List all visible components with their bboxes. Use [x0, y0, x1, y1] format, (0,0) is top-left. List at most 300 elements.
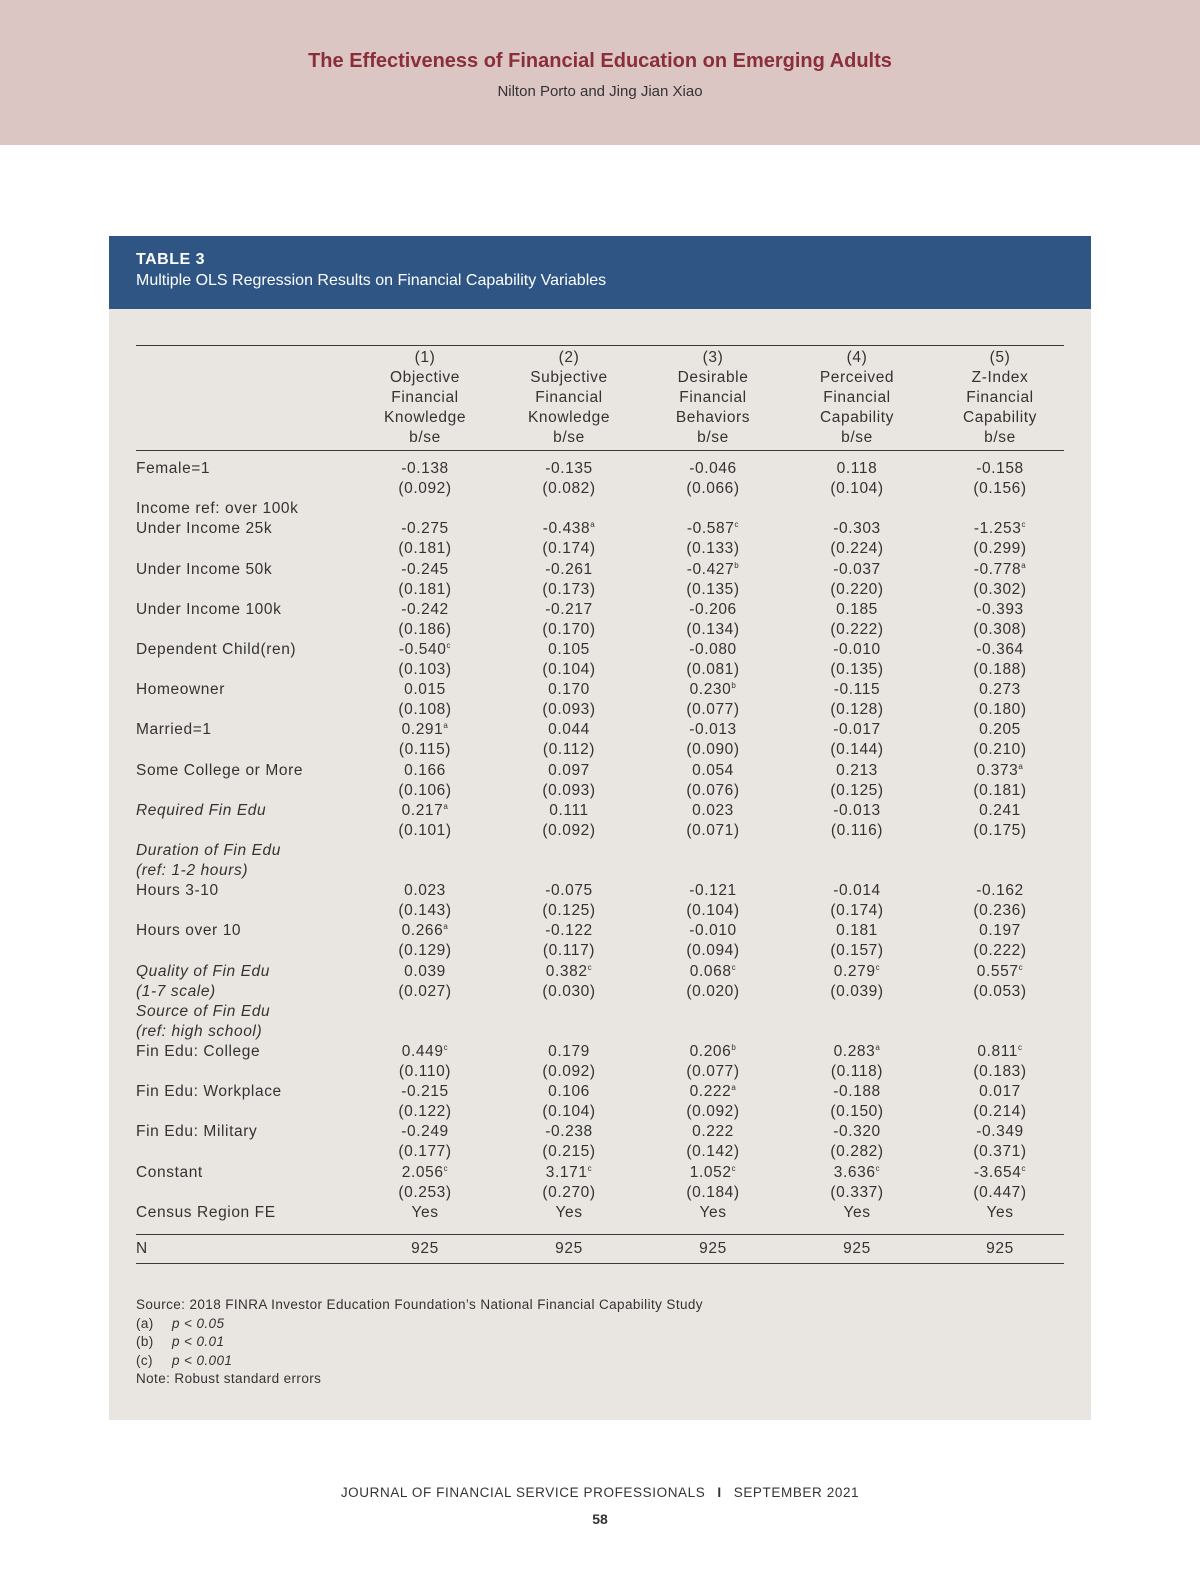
column-header-line: (3): [702, 349, 724, 366]
column-header-line: (4): [846, 349, 868, 366]
row-label: Under Income 50k: [136, 560, 273, 578]
table-cell: -0.438$^a$: [542, 520, 596, 538]
table-cell: (0.106): [398, 781, 452, 799]
column-header-4: [787, 348, 927, 448]
table-row: [136, 962, 1064, 982]
row-label: Dependent Child(ren): [136, 640, 297, 658]
table-cell: 925: [986, 1240, 1014, 1257]
column-header-line: Financial: [535, 389, 603, 406]
table-cell: -0.587$^c$: [686, 520, 740, 538]
column-header-line: Capability: [819, 409, 895, 426]
row-label: Under Income 25k: [136, 520, 273, 538]
footer-separator: I: [717, 1485, 722, 1500]
table-cell: (0.270): [542, 1183, 596, 1201]
significance-mark: c: [731, 962, 737, 972]
table-row: [136, 479, 1064, 499]
table-cell: (0.092): [542, 1063, 596, 1080]
table-cell: 0.097: [548, 761, 590, 779]
table-cell: (0.115): [398, 741, 452, 759]
table-row: [136, 680, 1064, 700]
table-cell: (0.090): [686, 741, 740, 759]
table-cell: (0.215): [542, 1143, 596, 1161]
column-header-line: Behaviors: [675, 409, 751, 426]
table-cell: -0.364: [976, 640, 1024, 658]
column-header-line: Knowledge: [383, 409, 467, 426]
table-cell: -0.138: [401, 460, 449, 477]
table-cell: 0.273: [979, 681, 1021, 699]
table-cell: 0.279$^c$: [833, 962, 881, 980]
significance-mark: a: [443, 922, 449, 932]
column-header-line: Objective: [389, 369, 460, 386]
table-row: [136, 600, 1064, 620]
sig-text: p < 0.001: [172, 1352, 233, 1368]
significance-mark: a: [590, 520, 596, 530]
table-cell: 0.222: [692, 1123, 734, 1141]
table-row: [136, 841, 1064, 861]
table-cell: (0.183): [973, 1063, 1027, 1080]
footer-journal: [0, 1485, 1200, 1500]
table-cell: -0.158: [976, 460, 1024, 477]
table-cell: -0.010: [833, 640, 881, 658]
table-cell: (0.143): [398, 902, 452, 920]
table-cell: (0.174): [830, 902, 884, 920]
table-cell: (0.092): [398, 480, 452, 498]
table-row: [136, 1002, 1064, 1022]
table-cell: 0.230$^b$: [689, 681, 737, 699]
table-cell: (0.116): [830, 821, 884, 839]
table-row: [136, 1062, 1064, 1082]
table-bottom-rule: [136, 1263, 1064, 1264]
table-row: [136, 539, 1064, 559]
table-cell: 0.181: [836, 922, 878, 940]
significance-mark: b: [731, 1042, 737, 1052]
row-label: Source of Fin Edu: [136, 1002, 271, 1020]
table-cell: 0.213: [836, 761, 878, 779]
table-cell: 3.171$^c$: [545, 1163, 593, 1181]
row-label: N: [136, 1240, 148, 1257]
significance-mark: a: [1021, 560, 1027, 570]
row-label: Income ref: over 100k: [136, 500, 299, 518]
significance-mark: b: [731, 681, 737, 691]
table-cell: 0.185: [836, 600, 878, 618]
table-cell: 0.170: [548, 681, 590, 699]
table-row: [136, 821, 1064, 841]
table-row: [136, 640, 1064, 660]
table-cell: 0.205: [979, 721, 1021, 739]
table-cell: 0.118: [836, 460, 878, 477]
table-row-n: [136, 1239, 1064, 1259]
table-row: [136, 580, 1064, 600]
table-cell: (0.142): [686, 1143, 740, 1161]
table-cell: (0.081): [686, 661, 740, 678]
table-row: [136, 620, 1064, 640]
table-cell: -0.320: [833, 1123, 881, 1141]
table-cell: 925: [555, 1240, 583, 1257]
column-header-line: Subjective: [530, 369, 608, 386]
row-label: Fin Edu: Workplace: [136, 1083, 282, 1101]
header-bottom-rule: [136, 450, 1064, 451]
table-cell: (0.053): [973, 982, 1027, 1000]
table-cell: (0.170): [542, 620, 596, 638]
table-cell: (0.236): [973, 902, 1027, 920]
table-cell: 0.283$^a$: [833, 1042, 881, 1060]
table-row: [136, 519, 1064, 539]
table-cell: (0.093): [542, 701, 596, 719]
table-cell: (0.447): [973, 1183, 1027, 1201]
table-cell: -0.215: [401, 1083, 449, 1101]
sig-text: p < 0.05: [172, 1315, 225, 1331]
table-cell: (0.220): [830, 580, 884, 598]
row-label: Hours 3-10: [136, 882, 219, 900]
significance-mark: c: [875, 1163, 881, 1173]
column-header-line: Knowledge: [527, 409, 611, 426]
table-cell: (0.144): [830, 741, 884, 759]
row-label: Census Region FE: [136, 1203, 276, 1221]
table-cell: (0.181): [398, 540, 452, 558]
table-cell: -0.135: [545, 460, 593, 477]
table-cell: (0.039): [830, 982, 884, 1000]
table-panel: [109, 236, 1091, 1420]
table-cell: (0.282): [830, 1143, 884, 1161]
table-cell: (0.077): [686, 701, 740, 719]
column-header-line: Financial: [966, 389, 1034, 406]
table-cell: Yes: [411, 1203, 439, 1221]
table-row: [136, 881, 1064, 901]
row-label: (ref: high school): [136, 1022, 263, 1040]
row-label: Under Income 100k: [136, 600, 282, 618]
table-cell: (0.184): [686, 1183, 740, 1201]
column-header-line: b/se: [409, 429, 441, 446]
table-row: [136, 781, 1064, 801]
table-cell: (0.174): [542, 540, 596, 558]
table-cell: (0.128): [830, 701, 884, 719]
table-cell: (0.181): [973, 781, 1027, 799]
table-row: [136, 720, 1064, 740]
table-cell: (0.308): [973, 620, 1027, 638]
significance-mark: c: [446, 640, 452, 650]
row-label: Hours over 10: [136, 922, 242, 940]
table-row: [136, 1042, 1064, 1062]
table-cell: (0.125): [542, 902, 596, 920]
table-cell: (0.222): [973, 942, 1027, 960]
table-cell: -0.275: [401, 520, 449, 538]
table-cell: -0.037: [833, 560, 881, 578]
table-cell: 0.015: [404, 681, 446, 699]
table-cell: (0.133): [686, 540, 740, 558]
row-label: Fin Edu: Military: [136, 1123, 258, 1141]
table-cell: 0.449$^c$: [401, 1042, 449, 1060]
table-cell: (0.082): [542, 480, 596, 498]
table-row: [136, 982, 1064, 1002]
table-cell: -0.242: [401, 600, 449, 618]
table-cell: 2.056$^c$: [401, 1163, 449, 1181]
table-cell: -0.349: [976, 1123, 1024, 1141]
row-label: (1-7 scale): [136, 982, 216, 1000]
table-cell: -0.249: [401, 1123, 449, 1141]
row-label: Required Fin Edu: [136, 801, 267, 819]
table-cell: -0.188: [833, 1083, 881, 1101]
table-row: [136, 1122, 1064, 1142]
table-cell: -0.115: [833, 681, 881, 699]
table-cell: (0.157): [830, 942, 884, 960]
column-header-line: Z-Index: [971, 369, 1029, 386]
table-row: [136, 1183, 1064, 1203]
table-cell: Yes: [699, 1203, 727, 1221]
column-header-line: b/se: [841, 429, 873, 446]
column-header-line: Financial: [391, 389, 459, 406]
sig-mark: (c): [136, 1352, 153, 1368]
table-cell: 0.044: [548, 721, 590, 739]
table-cell: (0.101): [398, 821, 452, 839]
table-cell: 0.023: [692, 801, 734, 819]
row-label: Constant: [136, 1163, 203, 1181]
table-cell: (0.092): [542, 821, 596, 839]
table-row: [136, 1022, 1064, 1042]
column-header-line: Financial: [679, 389, 747, 406]
table-cell: 1.052$^c$: [689, 1163, 737, 1181]
sig-note-a: [136, 1315, 1036, 1334]
table-cell: -0.427$^b$: [686, 560, 740, 578]
sig-note-b: [136, 1333, 1036, 1352]
table-cell: -0.121: [689, 882, 737, 900]
table-cell: (0.104): [542, 661, 596, 678]
table-row: [136, 761, 1064, 781]
table-cell: -0.162: [976, 882, 1024, 900]
table-cell: 0.222$^a$: [689, 1083, 737, 1101]
table-cell: (0.181): [398, 580, 452, 598]
table-cell: (0.118): [830, 1063, 884, 1080]
table-cell: (0.337): [830, 1183, 884, 1201]
table-cell: (0.110): [398, 1063, 452, 1080]
table-cell: 0.054: [692, 761, 734, 779]
table-row: [136, 1102, 1064, 1122]
significance-mark: a: [1018, 761, 1024, 771]
table-cell: 0.039: [404, 962, 446, 980]
table-cell: (0.180): [973, 701, 1027, 719]
column-header-5: [930, 348, 1070, 448]
table-cell: 0.266$^a$: [401, 922, 449, 940]
table-cell: -0.393: [976, 600, 1024, 618]
table-header-bar: [109, 236, 1091, 309]
table-cell: -0.245: [401, 560, 449, 578]
table-cell: 0.166: [404, 761, 446, 779]
table-cell: Yes: [986, 1203, 1014, 1221]
column-header-line: (2): [558, 349, 580, 366]
page-number: 58: [592, 1511, 608, 1527]
significance-mark: c: [1018, 1042, 1023, 1052]
table-cell: 0.023: [404, 882, 446, 900]
table-cell: (0.253): [398, 1183, 452, 1201]
table-cell: 0.291$^a$: [401, 721, 449, 739]
table-cell: -0.303: [833, 520, 881, 538]
table-cell: (0.094): [686, 942, 740, 960]
table-cell: (0.104): [830, 480, 884, 498]
significance-mark: a: [731, 1083, 737, 1093]
table-cell: 0.811$^c$: [977, 1042, 1023, 1060]
sig-note-c: [136, 1352, 1036, 1371]
table-cell: Yes: [843, 1203, 871, 1221]
significance-mark: c: [587, 1163, 593, 1173]
table-cell: -0.261: [545, 560, 593, 578]
table-cell: (0.093): [542, 781, 596, 799]
table-cell: (0.188): [973, 661, 1027, 678]
table-cell: (0.175): [973, 821, 1027, 839]
table-cell: -0.013: [689, 721, 737, 739]
table-cell: (0.371): [973, 1143, 1027, 1161]
column-header-line: b/se: [553, 429, 585, 446]
significance-mark: a: [443, 801, 449, 811]
table-row: [136, 901, 1064, 921]
table-cell: (0.103): [398, 661, 452, 678]
significance-mark: a: [875, 1042, 881, 1052]
table-cell: 0.382$^c$: [545, 962, 593, 980]
n-row-top-rule: [136, 1234, 1064, 1235]
table-cell: (0.112): [542, 741, 596, 759]
row-label: Homeowner: [136, 681, 225, 699]
table-cell: (0.071): [686, 821, 740, 839]
table-row: [136, 660, 1064, 680]
table-label: TABLE 3: [136, 251, 205, 268]
table-cell: -3.654$^c$: [973, 1163, 1027, 1181]
table-cell: (0.302): [973, 580, 1027, 598]
table-cell: (0.077): [686, 1063, 740, 1080]
table-row: [136, 1203, 1064, 1223]
table-cell: (0.020): [686, 982, 740, 1000]
table-row: [136, 861, 1064, 881]
row-label: Married=1: [136, 721, 212, 739]
table-cell: (0.104): [542, 1103, 596, 1121]
significance-mark: c: [443, 1163, 449, 1173]
table-cell: (0.092): [686, 1103, 740, 1121]
source-note: Source: 2018 FINRA Investor Education Foundation’s National Financial Capability Study: [136, 1297, 703, 1312]
table-cell: 0.179: [548, 1042, 590, 1060]
column-header-line: Financial: [823, 389, 891, 406]
table-row: [136, 459, 1064, 479]
column-header-line: Perceived: [819, 369, 895, 386]
row-label: Female=1: [136, 460, 211, 477]
table-cell: -0.046: [689, 460, 737, 477]
column-header-line: Desirable: [677, 369, 749, 386]
table-cell: -0.017: [833, 721, 881, 739]
table-row: [136, 700, 1064, 720]
table-row: [136, 1142, 1064, 1162]
row-label: (ref: 1-2 hours): [136, 862, 249, 879]
significance-mark: a: [443, 721, 449, 731]
significance-mark: c: [587, 962, 593, 972]
table-cell: (0.135): [830, 661, 884, 678]
table-cell: 0.105: [548, 640, 590, 658]
column-header-line: (1): [414, 349, 436, 366]
table-cell: (0.030): [542, 982, 596, 1000]
table-cell: (0.214): [973, 1103, 1027, 1121]
sig-mark: (b): [136, 1334, 154, 1349]
table-cell: 0.206$^b$: [689, 1042, 737, 1060]
table-cell: 0.557$^c$: [976, 962, 1024, 980]
table-top-rule: [136, 345, 1064, 346]
table-row: [136, 801, 1064, 821]
sig-mark: (a): [136, 1315, 154, 1331]
table-cell: (0.108): [398, 701, 452, 719]
table-cell: 0.017: [979, 1083, 1021, 1101]
table-cell: 925: [699, 1240, 727, 1257]
table-cell: -0.080: [689, 640, 737, 658]
significance-mark: c: [1021, 1163, 1027, 1173]
table-cell: 925: [843, 1240, 871, 1257]
column-header-line: b/se: [984, 429, 1016, 446]
table-cell: (0.299): [973, 540, 1027, 558]
table-notes: [136, 1296, 1036, 1389]
column-header-2: [499, 348, 639, 448]
table-cell: -1.253$^c$: [973, 520, 1027, 538]
table-row: [136, 1163, 1064, 1183]
table-cell: -0.122: [545, 922, 593, 940]
table-cell: 0.068$^c$: [689, 962, 737, 980]
table-cell: (0.129): [398, 942, 452, 960]
table-cell: 0.373$^a$: [976, 761, 1024, 779]
table-cell: (0.150): [830, 1103, 884, 1121]
article-title: The Effectiveness of Financial Education on Emerging Adults: [308, 50, 892, 72]
column-header-line: (5): [989, 349, 1011, 366]
table-cell: (0.177): [398, 1143, 452, 1161]
table-cell: (0.122): [398, 1103, 452, 1121]
table-cell: -0.014: [833, 882, 881, 900]
article-authors: Nilton Porto and Jing Jian Xiao: [497, 83, 703, 100]
table-cell: -0.013: [833, 801, 881, 819]
row-label: Some College or More: [136, 761, 304, 779]
table-cell: Yes: [555, 1203, 583, 1221]
significance-mark: c: [731, 1163, 737, 1173]
column-header-1: [355, 348, 495, 448]
table-cell: -0.238: [545, 1123, 593, 1141]
table-caption: Multiple OLS Regression Results on Financial Capability Variables: [136, 272, 607, 289]
table-cell: -0.010: [689, 922, 737, 940]
row-label: Duration of Fin Edu: [136, 841, 281, 859]
table-cell: (0.027): [398, 982, 452, 1000]
table-row: [136, 499, 1064, 519]
table-cell: -0.540$^c$: [398, 640, 452, 658]
table-cell: (0.117): [542, 942, 596, 960]
row-label: Fin Edu: College: [136, 1042, 261, 1060]
table-cell: (0.076): [686, 781, 740, 799]
table-cell: (0.222): [830, 620, 884, 638]
journal-name: JOURNAL OF FINANCIAL SERVICE PROFESSIONALS: [340, 1485, 706, 1500]
table-cell: -0.206: [689, 600, 737, 618]
table-cell: 0.106: [548, 1083, 590, 1101]
table-cell: (0.104): [686, 902, 740, 920]
column-header-line: Capability: [962, 409, 1038, 426]
table-cell: -0.217: [545, 600, 593, 618]
table-cell: 0.217$^a$: [401, 801, 449, 819]
table-cell: (0.135): [686, 580, 740, 598]
significance-mark: c: [443, 1042, 449, 1052]
table-row: [136, 941, 1064, 961]
table-cell: 0.111: [549, 801, 589, 819]
table-cell: (0.186): [398, 620, 452, 638]
row-label: Quality of Fin Edu: [136, 962, 270, 980]
sig-text: p < 0.01: [172, 1334, 225, 1349]
issue-date: SEPTEMBER 2021: [733, 1485, 860, 1500]
robust-note: Note: Robust standard errors: [136, 1371, 322, 1386]
table-cell: (0.173): [542, 580, 596, 598]
table-cell: -0.075: [545, 882, 593, 900]
table-cell: 0.197: [979, 922, 1021, 940]
table-cell: -0.778$^a$: [973, 560, 1027, 578]
table-cell: 0.241: [979, 801, 1021, 819]
significance-mark: c: [875, 962, 881, 972]
table-cell: (0.210): [973, 741, 1027, 759]
table-cell: (0.156): [973, 480, 1027, 498]
table-cell: 3.636$^c$: [833, 1163, 881, 1181]
